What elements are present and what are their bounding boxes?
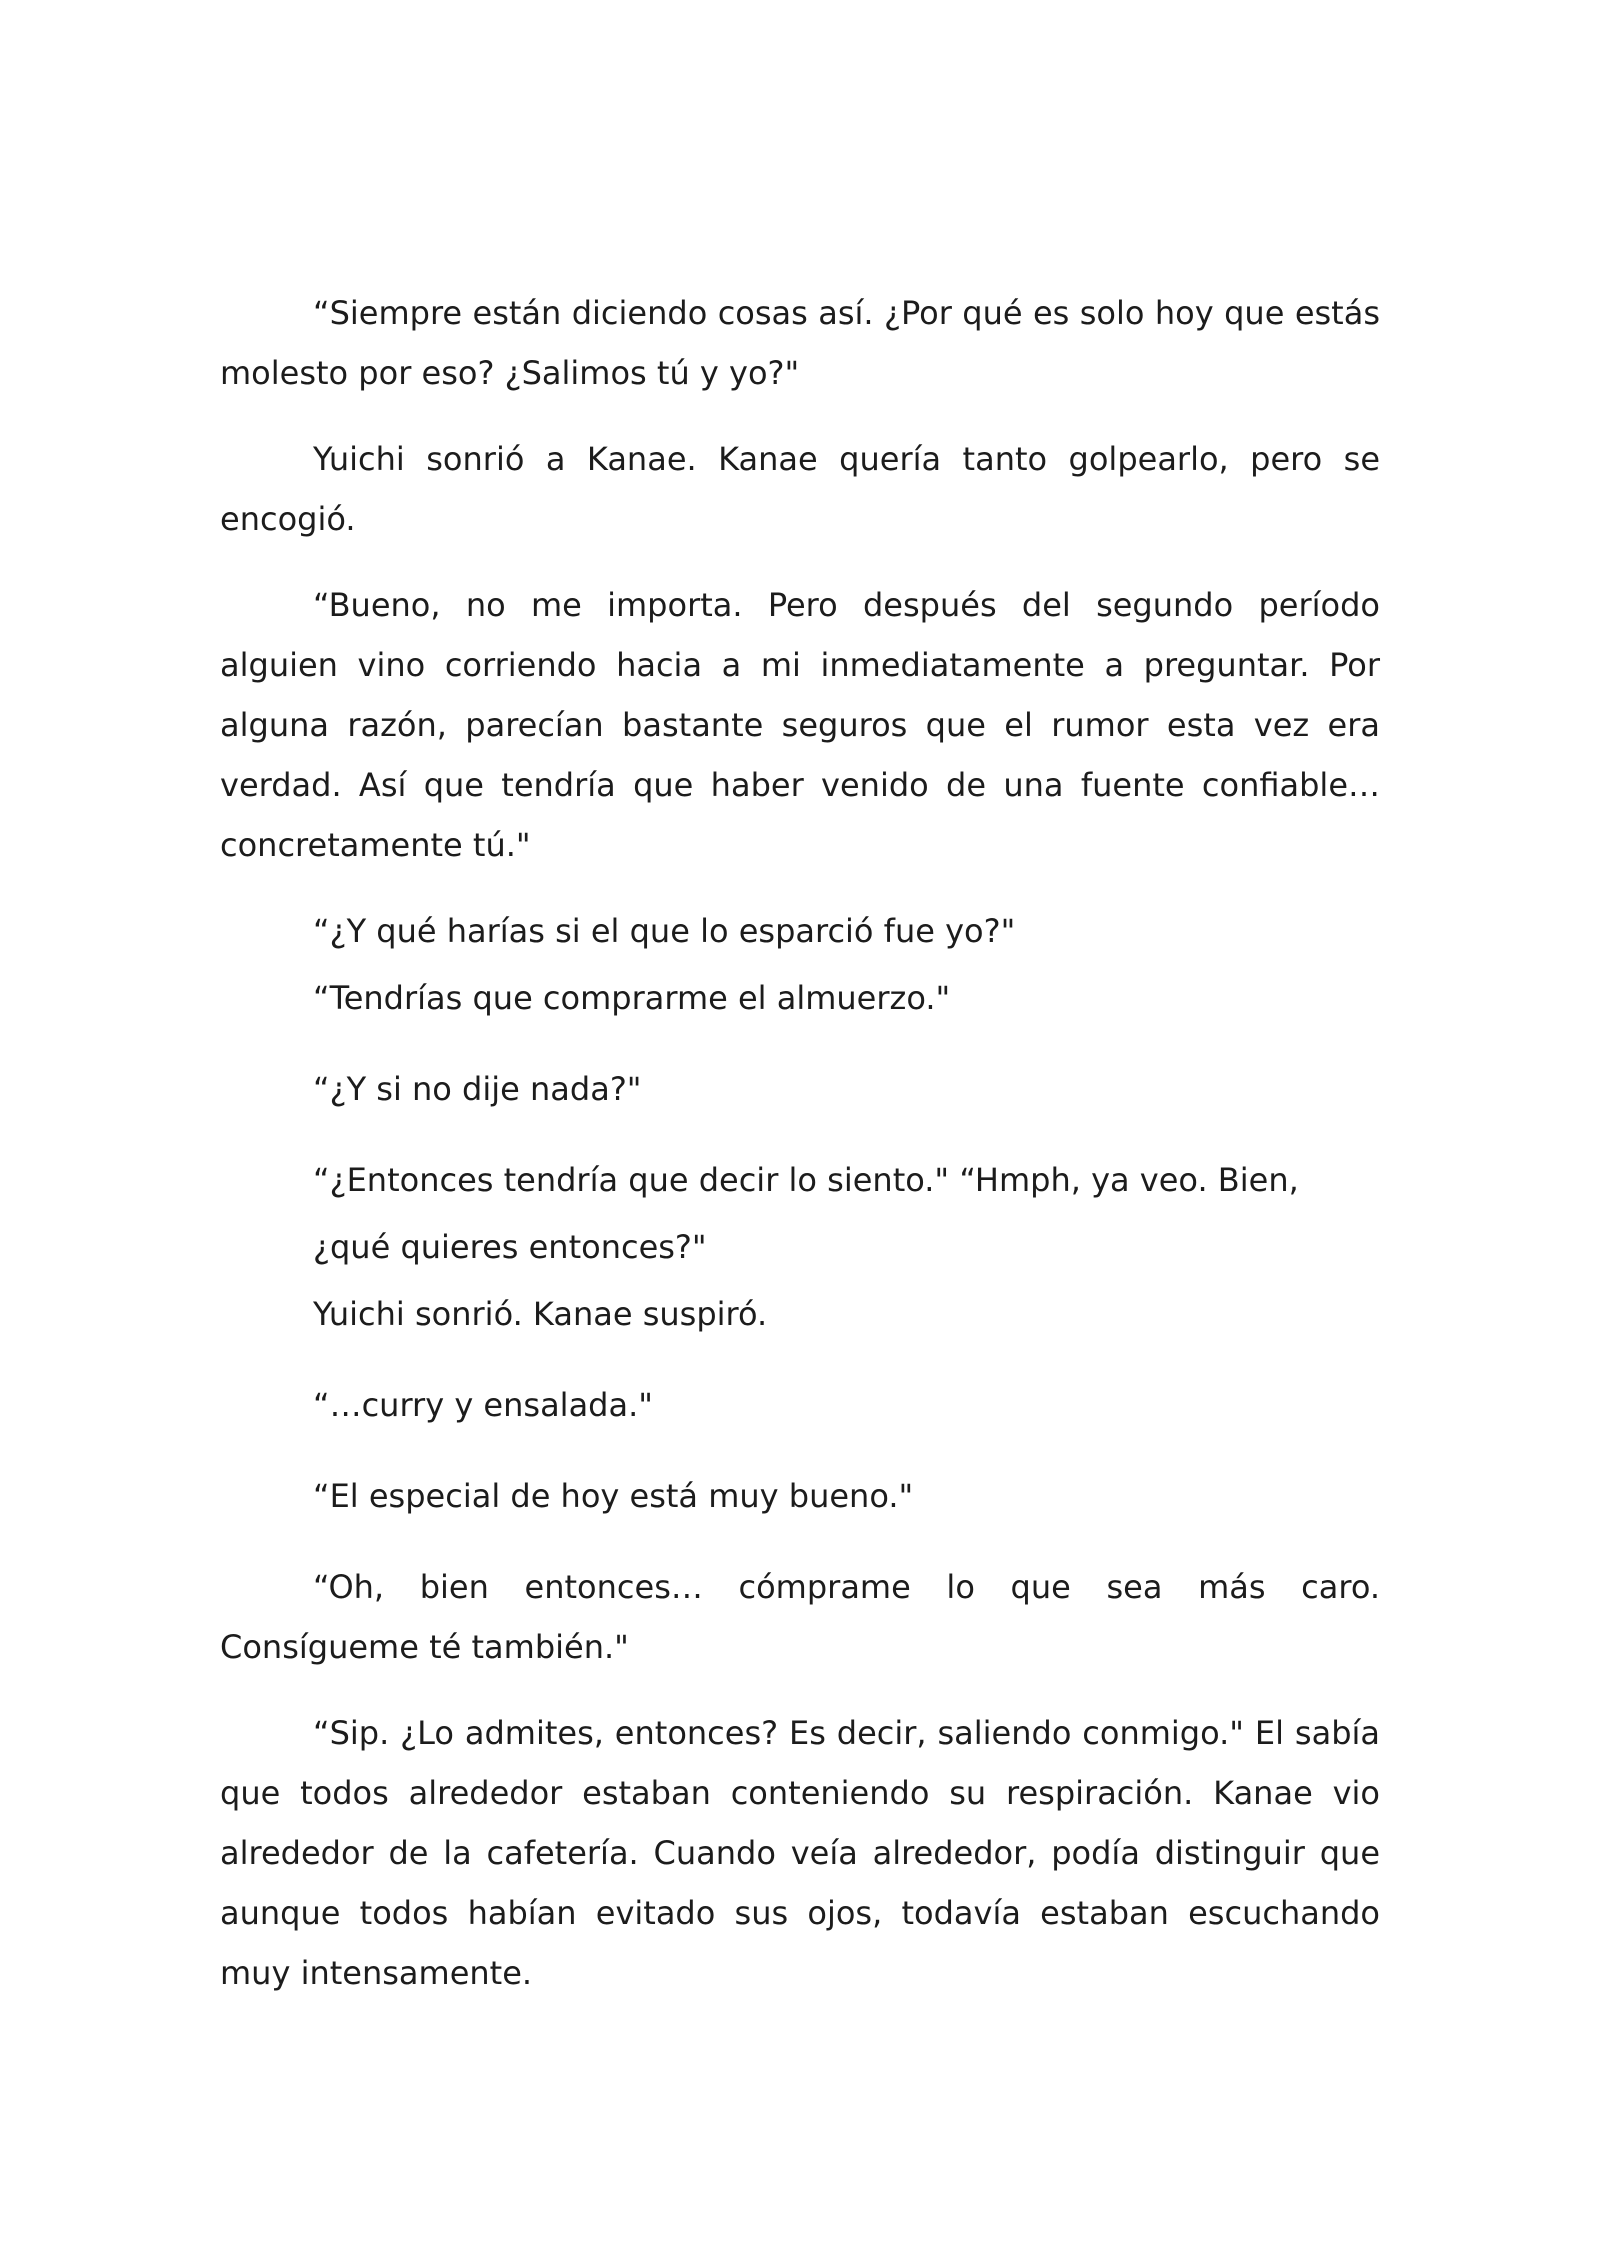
paragraph: “Sip. ¿Lo admites, entonces? Es decir, saliendo conmigo." El sabía que todos alrededor estaban conteniendo su respiración. Kanae vio alrededor de la cafetería. Cuando veía alrededor, podía distinguir que aunque todos habían evitado sus ojos, todavía estaban escuchando muy intensamente.	[220, 1714, 1380, 1992]
paragraph: “¿Entonces tendría que decir lo siento." “Hmph, ya veo. Bien,	[313, 1161, 1299, 1199]
paragraph: “El especial de hoy está muy bueno."	[313, 1477, 914, 1515]
page-body-text	[220, 283, 1380, 2003]
paragraph: “…curry y ensalada."	[313, 1386, 653, 1424]
paragraph: Yuichi sonrió a Kanae. Kanae quería tanto golpearlo, pero se encogió.	[220, 440, 1380, 538]
paragraph: “Siempre están diciendo cosas así. ¿Por qué es solo hoy que estás molesto por eso? ¿Salimos tú y yo?"	[220, 294, 1380, 392]
paragraph: “Tendrías que comprarme el almuerzo."	[313, 979, 951, 1017]
paragraph: “¿Y si no dije nada?"	[313, 1070, 642, 1108]
paragraph: Yuichi sonrió. Kanae suspiró.	[313, 1295, 768, 1333]
paragraph: “Oh, bien entonces… cómprame lo que sea más caro. Consígueme té también."	[220, 1568, 1380, 1666]
paragraph: “Bueno, no me importa. Pero después del segundo período alguien vino corriendo hacia a mi inmediatamente a preguntar. Por alguna razón, parecían bastante seguros que el rumor esta vez era verdad. Así que tendría que haber venido de una fuente confiable…concretamente tú."	[220, 586, 1380, 864]
paragraph: ¿qué quieres entonces?"	[313, 1228, 707, 1266]
paragraph: “¿Y qué harías si el que lo esparció fue yo?"	[313, 912, 1016, 950]
